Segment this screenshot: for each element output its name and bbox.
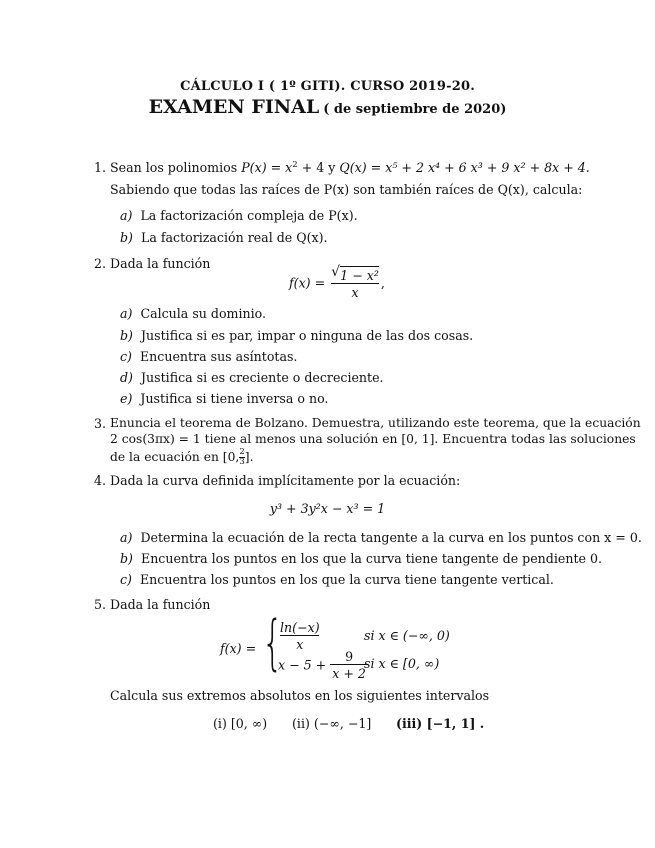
problem-2-item-b (120, 328, 473, 343)
item-label: d) (120, 370, 133, 385)
case-1-denominator: x (280, 635, 319, 652)
piecewise-brace: { (262, 608, 284, 678)
problem-2-item-c (120, 349, 297, 364)
polynomial-p-rest: + 4 y (301, 160, 336, 175)
problem-4-item-a (120, 530, 642, 545)
formula-lhs: f(x) = (289, 275, 326, 291)
exam-title-line (0, 96, 655, 118)
piecewise-case-2 (278, 649, 368, 681)
problem-2-formula (289, 266, 385, 300)
polynomial-q: Q(x) = x⁵ + 2 x⁴ + 6 x³ + 9 x² + 8x + 4. (339, 160, 590, 175)
problem-3-line3 (110, 448, 253, 467)
item-label: b) (120, 551, 133, 566)
problem-4-item-c (120, 572, 554, 587)
problem-2-intro: Dada la función (110, 256, 211, 271)
problem-2-item-d (120, 370, 384, 385)
problem-1-item-b (120, 230, 328, 245)
item-text: Justifica si es creciente o decreciente. (141, 370, 384, 385)
case-2-prefix: x − 5 + (278, 657, 327, 673)
problem-4-number: 4. (93, 473, 106, 488)
course-header: CÁLCULO I ( 1º GITI). CURSO 2019-20. (180, 79, 475, 94)
problem-1-number: 1. (93, 160, 106, 175)
piecewise-case-1 (278, 620, 322, 652)
problem-3-line1: Enuncia el teorema de Bolzano. Demuestra, utilizando este teorema, que la ecuación (110, 416, 641, 430)
case-1-condition-text: si x ∈ (−∞, 0) (364, 628, 450, 643)
problem-5-question: Calcula sus extremos absolutos en los siguientes intervalos (110, 688, 490, 703)
case-2-fraction (330, 649, 368, 681)
item-text: La factorización compleja de P(x). (140, 208, 358, 223)
small-frac-numerator: 2 (239, 447, 245, 457)
case-2-condition (364, 656, 439, 671)
problem-1-intro: Sean los polinomios (110, 160, 238, 175)
line3-start: de la ecuación en [0, (110, 450, 240, 464)
case-2-numerator: 9 (345, 649, 354, 664)
item-text: Encuentra sus asíntotas. (139, 349, 298, 364)
interval-iii: (iii) [−1, 1] . (396, 716, 485, 731)
item-label: b) (120, 328, 133, 343)
item-text: Determina la ecuación de la recta tangente a la curva en los puntos con x = 0. (140, 530, 642, 545)
problem-4-item-b (120, 551, 602, 566)
item-text: La factorización real de Q(x). (141, 230, 328, 245)
item-text: Encuentra los puntos en los que la curva tiene tangente vertical. (139, 572, 554, 587)
problem-5-number: 5. (93, 597, 106, 612)
problem-3-line2: 2 cos(3πx) = 1 tiene al menos una solución en [0, 1]. Encuentra todas las soluciones (110, 432, 636, 446)
line3-end: ]. (244, 450, 254, 464)
item-label: a) (120, 530, 133, 545)
problem-2-item-a (120, 306, 266, 321)
case-1-numerator: ln(−x) (280, 620, 320, 635)
formula-tail: , (380, 275, 385, 291)
item-label: c) (120, 349, 132, 364)
case-2-condition-text: si x ∈ [0, ∞) (364, 656, 440, 671)
interval-i: (i) [0, ∞) (213, 716, 268, 731)
problem-4-intro: Dada la curva definida implícitamente por la ecuación: (110, 473, 461, 488)
problem-2-number: 2. (93, 256, 106, 271)
item-text: Calcula su dominio. (140, 306, 267, 321)
item-text: Justifica si tiene inversa o no. (140, 391, 329, 406)
case-1-condition (364, 628, 450, 643)
interval-ii: (ii) (−∞, −1] (292, 716, 372, 731)
item-text: Justifica si es par, impar o ninguna de las dos cosas. (141, 328, 474, 343)
item-label: e) (120, 391, 133, 406)
item-label: b) (120, 230, 133, 245)
formula-fraction: √ 1 − x² x (331, 264, 379, 300)
problem-5-intro: Dada la función (110, 597, 211, 612)
small-frac-denominator: 3 (239, 457, 245, 467)
problem-4-equation: y³ + 3y²x − x³ = 1 (269, 501, 386, 516)
item-label: a) (120, 306, 133, 321)
fraction-denominator: x (331, 283, 378, 300)
item-text: Encuentra los puntos en los que la curva tiene tangente de pendiente 0. (141, 551, 602, 566)
problem-3-number: 3. (93, 416, 106, 431)
item-label: a) (120, 208, 133, 223)
problem-2-item-e (120, 391, 328, 406)
case-1-fraction (278, 620, 322, 652)
item-label: c) (120, 572, 132, 587)
polynomial-p: P(x) = x (241, 160, 293, 175)
fraction-numerator: 1 − x² (340, 268, 379, 283)
problem-1-item-a (120, 208, 358, 223)
exam-title: EXAMEN FINAL (148, 96, 320, 118)
exam-date: ( de septiembre de 2020) (323, 102, 507, 117)
piecewise-lhs: f(x) = (220, 641, 257, 656)
problem-1-line2: Sabiendo que todas las raíces de P(x) son también raíces de Q(x), calcula: (110, 182, 583, 197)
problem-1-line1: Sean los polinomios $P(x) = x^2 + 4$ y Q(x) = x⁵ + 2 x⁴ + 6 x³ + 9 x² + 8x + 4. (110, 160, 590, 175)
case-2-denominator: x + 2 (332, 666, 366, 681)
